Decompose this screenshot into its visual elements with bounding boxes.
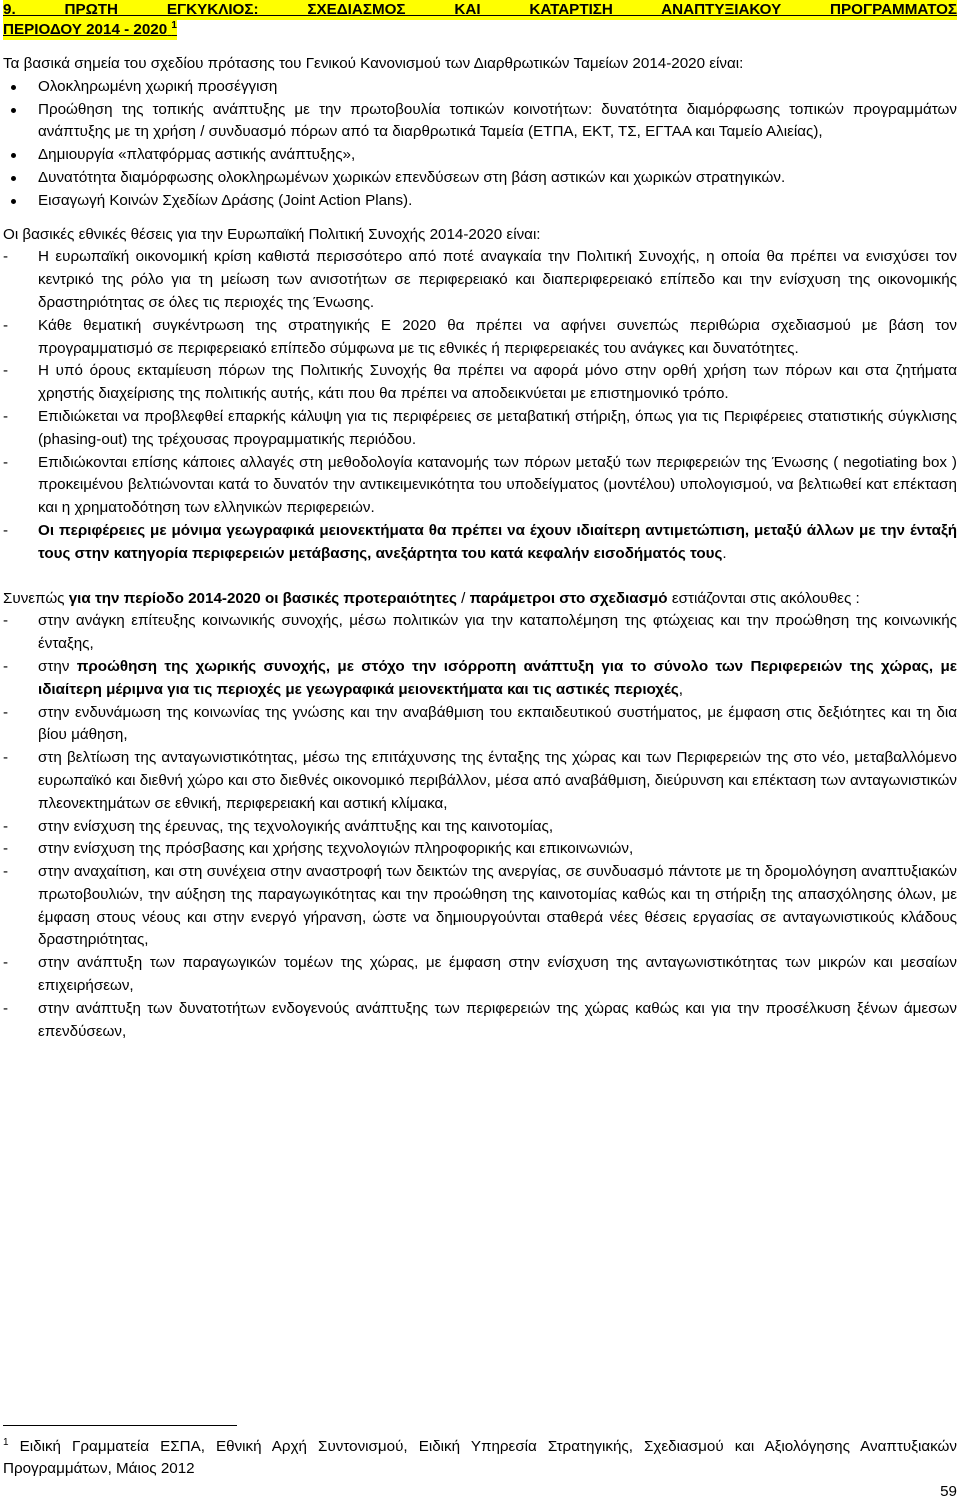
position-item [3,520,957,566]
position-text: Επιδιώκεται να προβλεφθεί επαρκής κάλυψη για τις περιφέρειες σε μεταβατική στήριξη, όπως για τις Περιφέρειες στατιστικής σύγκλισης (phasing-out) της τρέχουσας προγραμματικής περιόδου. [38,407,957,448]
priority-text: , [678,680,683,698]
priorities-intro-mid: / [456,589,470,607]
priorities-intro-bold2: παράμετροι στο σχεδιασμό [469,589,668,607]
bullet-text: Δημιουργία «πλατφόρμας αστικής ανάπτυξης», [38,146,356,164]
bullet-list [3,76,957,213]
priorities-intro-bold1: για την περίοδο 2014-2020 οι βασικές προτεραιότητες [68,589,457,607]
bullet-item [3,76,957,99]
bullet-item [3,190,957,213]
dash-marker: - [3,999,9,1017]
dash-marker: - [3,407,9,425]
bullet-icon [11,199,16,204]
position-item [3,360,957,406]
document-page [3,0,957,1043]
priority-item [3,861,957,952]
page-number: 59 [940,1483,957,1500]
position-text: Επιδιώκονται επίσης κάποιες αλλαγές στη μεθοδολογία κατανομής των πόρων μεταξύ των περιφερειών της Ένωσης ( negotiating box ) προκειμένου βελτιώνονται κατά το δυνατόν την αντικειμενικότητα του υποδείγματος (μοντέλου) υπολογισμού, να βελτιωθεί κατ επέκταση και η χρηματοδότηση των ελληνικών περιφερειών. [38,453,957,517]
bullet-icon [11,85,16,90]
bullet-icon [11,153,16,158]
dash-marker: - [3,612,9,630]
heading-period: ΠΕΡΙΟΔΟΥ 2014 - 2020 [3,21,168,38]
position-item [3,315,957,361]
priorities-list [3,610,957,1043]
priority-item [3,656,957,702]
bullet-text: Προώθηση της τοπικής ανάπτυξης με την πρωτοβουλία τοπικών κοινοτήτων: δυνατότητα διαμόρφωσης τοπικών προγραμμάτων ανάπτυξης με τη χρήση / συνδυασμό πόρων από τα διαρθρωτικά Ταμεία (ΕΤΠΑ, ΕΚΤ, ΤΣ, ΕΓΤΑΑ και Ταμείο Αλιείας), [38,100,957,141]
dash-marker: - [3,316,9,334]
priority-item [3,747,957,815]
priority-item [3,702,957,748]
position-item [3,452,957,520]
priority-item [3,610,957,656]
position-text: . [722,544,727,562]
priority-text: στην ενδυνάμωση της κοινωνίας της γνώσης και την αναβάθμιση του εκπαιδευτικού συστήματος, με έμφαση στις δεξιότητες και τη δια βίου μάθηση, [38,703,957,744]
footnote-divider [3,1425,237,1426]
position-text: Η υπό όρους εκταμίευση πόρων της Πολιτικής Συνοχής θα πρέπει να αφορά μόνο στην ορθή χρήση των πόρων και στα ζητήματα χρηστής διαχείρισης της πολιτικής αυτής, κάτι που θα πρέπει να αποδεικνύεται με επιστημονικό τρόπο. [38,362,957,403]
positions-intro: Οι βασικές εθνικές θέσεις για την Ευρωπαϊκή Πολιτική Συνοχής 2014-2020 είναι: [3,225,541,243]
bullet-item [3,144,957,167]
dash-marker: - [3,362,9,380]
priorities-intro-post: εστιάζονται στις ακόλουθες : [667,589,860,607]
positions-list [3,246,957,565]
priority-text: στην ενίσχυση της έρευνας, της τεχνολογικής ανάπτυξης και της καινοτομίας, [38,817,554,835]
priority-item [3,816,957,839]
bullet-icon [11,176,16,181]
priority-item [3,838,957,861]
position-text: Κάθε θεματική συγκέντρωση της στρατηγικής Ε 2020 θα πρέπει να αφήνει συνεπώς περιθώρια σχεδιασμού με βάση τον προγραμματισμό σε περιφερειακό επίπεδο σύμφωνα με τις εθνικές ή περιφερειακές του ανάγκες και δυνατότητες. [38,316,957,357]
priority-text: στην αναχαίτιση, και στη συνέχεια στην αναστροφή των δεικτών της ανεργίας, σε συνδυασμό πάντοτε με τη δρομολόγηση αναπτυξιακών πρωτοβουλιών, την αύξηση της παραγωγικότητας και την προώθηση της καινοτομίας καθώς και τη στήριξη της απασχόλησης όλων, με έμφαση στους νέους και στην ενεργό γήρανση, ώστε να δημιουργούνται σταθερά νέες θέσεις εργασίας σε ανταγωνιστικούς κλάδους δραστηριότητας, [38,863,957,949]
priorities-intro-pre: Συνεπώς [3,589,69,607]
position-bold-text: Οι περιφέρειες με μόνιμα γεωγραφικά μειονεκτήματα θα πρέπει να έχουν ιδιαίτερη αντιμετώπιση, μεταξύ άλλων με την ένταξή τους στην κατηγορία περιφερειών μετάβασης, ανεξάρτητα του κατά κεφαλήν εισοδήματός τους [38,521,957,562]
priority-item [3,952,957,998]
priority-item [3,998,957,1044]
priority-text: στην ανάγκη επίτευξης κοινωνικής συνοχής, μέσω πολιτικών για την καταπολέμηση της φτώχειας και την προώθηση της κοινωνικής ένταξης, [38,612,957,653]
bullet-text: Ολοκληρωμένη χωρική προσέγγιση [38,77,278,95]
dash-marker: - [3,248,9,266]
dash-marker: - [3,954,9,972]
dash-marker: - [3,817,9,835]
dash-marker: - [3,840,9,858]
bullet-text: Δυνατότητα διαμόρφωσης ολοκληρωμένων χωρικών επενδύσεων στη βάση αστικών και χωρικών στρατηγικών. [38,168,786,186]
position-item [3,406,957,452]
footnote-reference[interactable]: 1 [171,19,177,31]
footnote-number: 1 [3,1436,9,1448]
priority-text: στην ανάπτυξη των δυνατοτήτων ενδογενούς ανάπτυξης των περιφερειών της χώρας καθώς και για την προσέλκυση ξένων άμεσων επενδύσεων, [38,999,957,1040]
priority-text: στην ανάπτυξη των παραγωγικών τομέων της χώρας, με έμφαση στην ενίσχυση της ανταγωνιστικότητας των μικρών και μεσαίων επιχειρήσεων, [38,954,957,995]
bullet-item [3,99,957,145]
dash-marker: - [3,657,9,675]
priority-bold-text: προώθηση της χωρικής συνοχής, με στόχο την ισόρροπη ανάπτυξη για το σύνολο των Περιφερειών της χώρας, με ιδιαίτερη μέριμνα για τις περιοχές με γεωγραφικά μειονεκτήματα και τις αστικές περιοχές [38,657,957,698]
priority-text-pre: στην [38,657,77,675]
bullet-text: Εισαγωγή Κοινών Σχεδίων Δράσης (Joint Action Plans). [38,191,413,209]
priorities-intro [3,588,957,611]
intro-paragraph: Τα βασικά σημεία του σχεδίου πρότασης του Γενικού Κανονισμού των Διαρθρωτικών Ταμείων 2014-2020 είναι: [3,55,744,72]
dash-marker: - [3,749,9,767]
bullet-item [3,167,957,190]
position-item [3,246,957,314]
dash-marker: - [3,703,9,721]
priority-text: στη βελτίωση της ανταγωνιστικότητας, μέσω της επιτάχυνσης της ένταξης της χώρας και των Περιφερειών της στο νέο, μεταβαλλόμενο ευρωπαϊκό και διεθνή χώρο και στο διεθνές οικονομικό περιβάλλον, μέσα από αναβάθμιση, διεύρυνση και επέκταση των ανταγωνιστικών πλεονεκτημάτων σε εθνική, περιφερειακή και αστική κλίμακα, [38,749,957,812]
bullet-icon [11,108,16,113]
section-heading-line2 [3,20,177,40]
section-heading: 9. ΠΡΩΤΗ ΕΓΚΥΚΛΙΟΣ: ΣΧΕΔΙΑΣΜΟΣ ΚΑΙ ΚΑΤΑΡΤΙΣΗ ΑΝΑΠΤΥΞΙΑΚΟΥ ΠΡΟΓΡΑΜΜΑΤΟΣ [3,1,957,18]
position-text: Η ευρωπαϊκή οικονομική κρίση καθιστά περισσότερο από ποτέ αναγκαία την Πολιτική Συνοχής, η οποία θα πρέπει να ενισχύσει τον κεντρικό της ρόλο για τη μείωση των ανισοτήτων σε περιφερειακό και διαπεριφερειακό επίπεδο και την ενίσχυση της οικονομικής δραστηριότητας σε όλες τις περιοχές της Ένωσης. [38,248,957,311]
footnote-text: Ειδική Γραμματεία ΕΣΠΑ, Εθνική Αρχή Συντονισμού, Ειδική Υπηρεσία Στρατηγικής, Σχεδιασμού και Αξιολόγησης Αναπτυξιακών Προγραμμάτων, Μάιος 2012 [3,1438,957,1477]
dash-marker: - [3,453,9,471]
footnote [3,1436,957,1480]
dash-marker: - [3,863,9,881]
priority-text: στην ενίσχυση της πρόσβασης και χρήσης τεχνολογιών πληροφορικής και επικοινωνιών, [38,840,634,858]
dash-marker: - [3,521,9,539]
